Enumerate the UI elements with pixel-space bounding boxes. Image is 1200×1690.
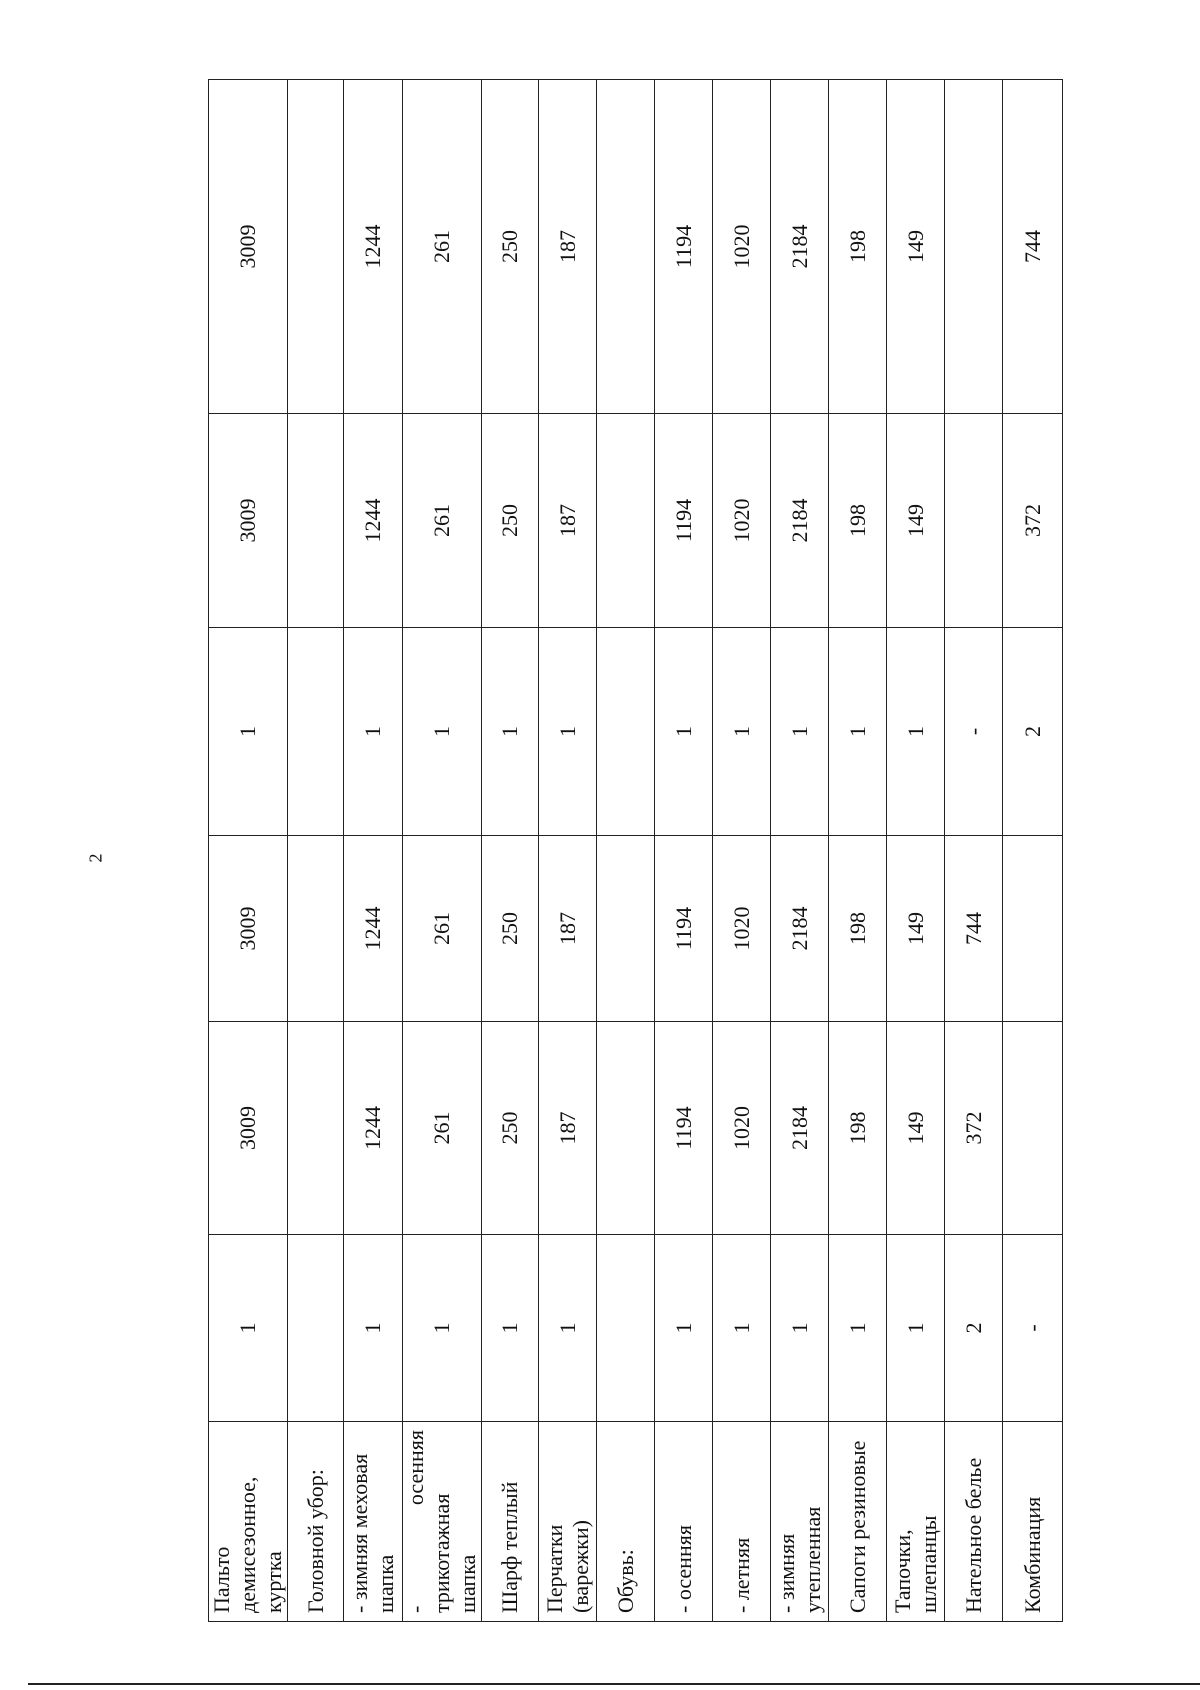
cell-value: 2184	[771, 80, 829, 414]
cell-value: 3009	[209, 1022, 288, 1235]
cell-value: 372	[1003, 414, 1063, 628]
table-row	[288, 80, 344, 1622]
cell-value	[945, 414, 1003, 628]
cell-value	[288, 1022, 344, 1235]
cell-value: 187	[539, 1022, 597, 1235]
cell-value: 149	[887, 80, 945, 414]
item-name: Тапочки, шлепанцы	[887, 1422, 945, 1622]
cell-value: 1	[771, 628, 829, 836]
cell-value: 1194	[655, 836, 713, 1022]
item-name: Сапоги резиновые	[829, 1422, 887, 1622]
table-row	[655, 80, 713, 1622]
item-name: Шарф теплый	[482, 1422, 539, 1622]
cell-value: 1244	[344, 836, 403, 1022]
cell-value: -	[945, 628, 1003, 836]
cell-value	[288, 836, 344, 1022]
cell-value	[597, 628, 655, 836]
table-row	[829, 80, 887, 1622]
cell-value: 149	[887, 414, 945, 628]
cell-value: 187	[539, 414, 597, 628]
table-row	[945, 80, 1003, 1622]
table-row	[403, 80, 482, 1622]
cell-value	[597, 1235, 655, 1422]
cell-value: 1	[344, 628, 403, 836]
item-name: - летняя	[713, 1422, 771, 1622]
cell-value: 198	[829, 414, 887, 628]
cell-value: 1	[829, 1235, 887, 1422]
cell-value: 1	[403, 1235, 482, 1422]
cell-value: 2184	[771, 414, 829, 628]
cell-value	[945, 80, 1003, 414]
cell-value: 2	[945, 1235, 1003, 1422]
item-name: Головной убор:	[288, 1422, 344, 1622]
cell-value	[597, 414, 655, 628]
cell-value: 1	[344, 1235, 403, 1422]
item-name: Пальто демисезонное, куртка	[209, 1422, 288, 1622]
table-row	[209, 80, 288, 1622]
cell-value: 1	[887, 628, 945, 836]
cell-value: 1	[209, 628, 288, 836]
cell-value: 1	[713, 628, 771, 836]
cell-value: 261	[403, 1022, 482, 1235]
cell-value: 1	[887, 1235, 945, 1422]
cell-value: 1	[403, 628, 482, 836]
table-body	[209, 80, 1063, 1622]
cell-value: 1	[655, 1235, 713, 1422]
clothing-norms-table	[208, 79, 1063, 1622]
bottom-rule	[28, 1683, 1200, 1685]
cell-value: 261	[403, 836, 482, 1022]
cell-value: 3009	[209, 414, 288, 628]
cell-value	[288, 414, 344, 628]
cell-value: 1244	[344, 414, 403, 628]
cell-value: 2184	[771, 836, 829, 1022]
cell-value: 187	[539, 836, 597, 1022]
cell-value	[597, 80, 655, 414]
cell-value: 250	[482, 414, 539, 628]
cell-value: 744	[1003, 80, 1063, 414]
cell-value: 149	[887, 1022, 945, 1235]
cell-value	[288, 628, 344, 836]
cell-value	[597, 1022, 655, 1235]
cell-value: 198	[829, 1022, 887, 1235]
cell-value: 372	[945, 1022, 1003, 1235]
cell-value: 1	[482, 1235, 539, 1422]
item-name: - зимняя утепленная	[771, 1422, 829, 1622]
table-row	[887, 80, 945, 1622]
item-name: - зимняя меховая шапка	[344, 1422, 403, 1622]
cell-value	[288, 1235, 344, 1422]
table-row	[539, 80, 597, 1622]
item-name: - осенняя	[655, 1422, 713, 1622]
cell-value	[288, 80, 344, 414]
cell-value: 1244	[344, 1022, 403, 1235]
cell-value: 1244	[344, 80, 403, 414]
table-row	[482, 80, 539, 1622]
cell-value: 149	[887, 836, 945, 1022]
cell-value: 2184	[771, 1022, 829, 1235]
table-row	[344, 80, 403, 1622]
table-container	[208, 80, 1045, 1622]
item-name: Перчатки (варежки)	[539, 1422, 597, 1622]
cell-value	[1003, 1022, 1063, 1235]
item-name: Нательное белье	[945, 1422, 1003, 1622]
cell-value: 1	[771, 1235, 829, 1422]
table-row	[597, 80, 655, 1622]
cell-value	[597, 836, 655, 1022]
cell-value: 250	[482, 1022, 539, 1235]
cell-value: 1020	[713, 80, 771, 414]
cell-value: 1	[539, 628, 597, 836]
cell-value: 1	[482, 628, 539, 836]
cell-value: 1020	[713, 1022, 771, 1235]
table-row	[1003, 80, 1063, 1622]
cell-value: 1020	[713, 414, 771, 628]
cell-value: 3009	[209, 836, 288, 1022]
page-number-text: 2	[85, 853, 106, 863]
cell-value: -	[1003, 1235, 1063, 1422]
cell-value	[1003, 836, 1063, 1022]
cell-value: 1194	[655, 1022, 713, 1235]
table-row	[771, 80, 829, 1622]
cell-value: 187	[539, 80, 597, 414]
cell-value: 1194	[655, 80, 713, 414]
cell-value: 198	[829, 80, 887, 414]
table-row	[713, 80, 771, 1622]
cell-value: 261	[403, 414, 482, 628]
item-name: Обувь:	[597, 1422, 655, 1622]
cell-value: 1	[209, 1235, 288, 1422]
cell-value: 1	[655, 628, 713, 836]
item-name: Комбинация	[1003, 1422, 1063, 1622]
cell-value: 1020	[713, 836, 771, 1022]
cell-value: 250	[482, 80, 539, 414]
cell-value: 2	[1003, 628, 1063, 836]
item-name: - осенняя трикотажная шапка	[403, 1422, 482, 1622]
cell-value: 198	[829, 836, 887, 1022]
cell-value: 261	[403, 80, 482, 414]
cell-value: 1	[713, 1235, 771, 1422]
cell-value: 1	[539, 1235, 597, 1422]
cell-value: 1194	[655, 414, 713, 628]
cell-value: 250	[482, 836, 539, 1022]
cell-value: 3009	[209, 80, 288, 414]
cell-value: 1	[829, 628, 887, 836]
cell-value: 744	[945, 836, 1003, 1022]
